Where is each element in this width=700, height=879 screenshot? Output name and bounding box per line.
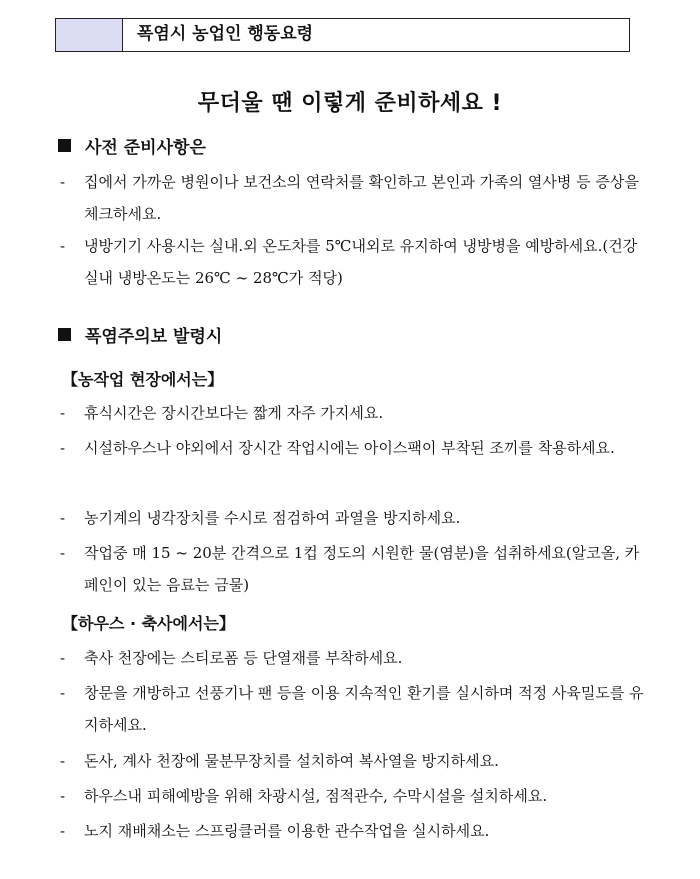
header-box (55, 18, 630, 52)
list-item-text: 냉방기기 사용시는 실내.외 온도차를 5℃내외로 유지하여 냉방병을 예방하세요.(건강 실내 냉방온도는 26℃ ~ 28℃가 적당) (84, 237, 638, 287)
list-item (60, 780, 650, 812)
list-item-text: 돈사, 계사 천장에 물분무장치를 설치하여 복사열을 방지하세요. (84, 752, 499, 770)
bullet-dash: - (60, 544, 66, 562)
list-item-text: 축사 천장에는 스티로폼 등 단열재를 부착하세요. (84, 649, 403, 667)
bullet-dash: - (60, 752, 66, 770)
main-title: 무더울 땐 이렇게 준비하세요 ! (197, 91, 503, 116)
subheading-house-livestock: 【하우스 · 축사에서는】 (62, 614, 235, 633)
section-heading-preparation (58, 133, 206, 158)
subheading-farm-work: 【농작업 현장에서는】 (62, 370, 224, 389)
bullet-dash: - (60, 684, 66, 702)
bullet-dash: - (60, 404, 66, 422)
list-item-text: 농기계의 냉각장치를 수시로 점검하여 과열을 방지하세요. (84, 509, 461, 527)
bullet-dash: - (60, 649, 66, 667)
list-item (60, 502, 650, 534)
section-heading-label: 폭염주의보 발령시 (85, 327, 223, 347)
list-item (60, 642, 650, 674)
header-accent-block (56, 19, 123, 51)
list-item (60, 230, 650, 294)
list-item (60, 166, 650, 230)
list-item-text: 집에서 가까운 병원이나 보건소의 연락처를 확인하고 본인과 가족의 열사병 등 증상을 체크하세요. (84, 173, 639, 223)
list-item (60, 397, 650, 429)
list-item-text: 창문을 개방하고 선풍기나 팬 등을 이용 지속적인 환기를 실시하며 적정 사육밀도를 유지하세요. (84, 684, 644, 734)
bullet-dash: - (60, 822, 66, 840)
list-item-text: 하우스내 피해예방을 위해 차광시설, 점적관수, 수막시설을 설치하세요. (84, 787, 548, 805)
list-item (60, 815, 650, 847)
list-item-text: 시설하우스나 야외에서 장시간 작업시에는 아이스팩이 부착된 조끼를 착용하세요. (84, 439, 615, 457)
list-item (60, 677, 650, 741)
list-item (60, 537, 650, 601)
list-item-text: 휴식시간은 장시간보다는 짧게 자주 가지세요. (84, 404, 384, 422)
header-title: 폭염시 농업인 행동요령 (137, 24, 314, 44)
bullet-dash: - (60, 173, 66, 191)
list-item-text: 작업중 매 15 ~ 20분 간격으로 1컵 정도의 시원한 물(염분)을 섭취하세요(알코올, 카페인이 있는 음료는 금물) (84, 544, 640, 594)
bullet-dash: - (60, 237, 66, 255)
list-item (60, 745, 650, 777)
section-heading-label: 사전 준비사항은 (85, 138, 206, 158)
list-item-text: 노지 재배채소는 스프링클러를 이용한 관수작업을 실시하세요. (84, 822, 490, 840)
bullet-dash: - (60, 439, 66, 457)
bullet-dash: - (60, 787, 66, 805)
bullet-dash: - (60, 509, 66, 527)
section-heading-heat-advisory (58, 322, 222, 347)
list-item (60, 432, 650, 464)
black-square-icon (58, 328, 71, 341)
black-square-icon (58, 139, 71, 152)
